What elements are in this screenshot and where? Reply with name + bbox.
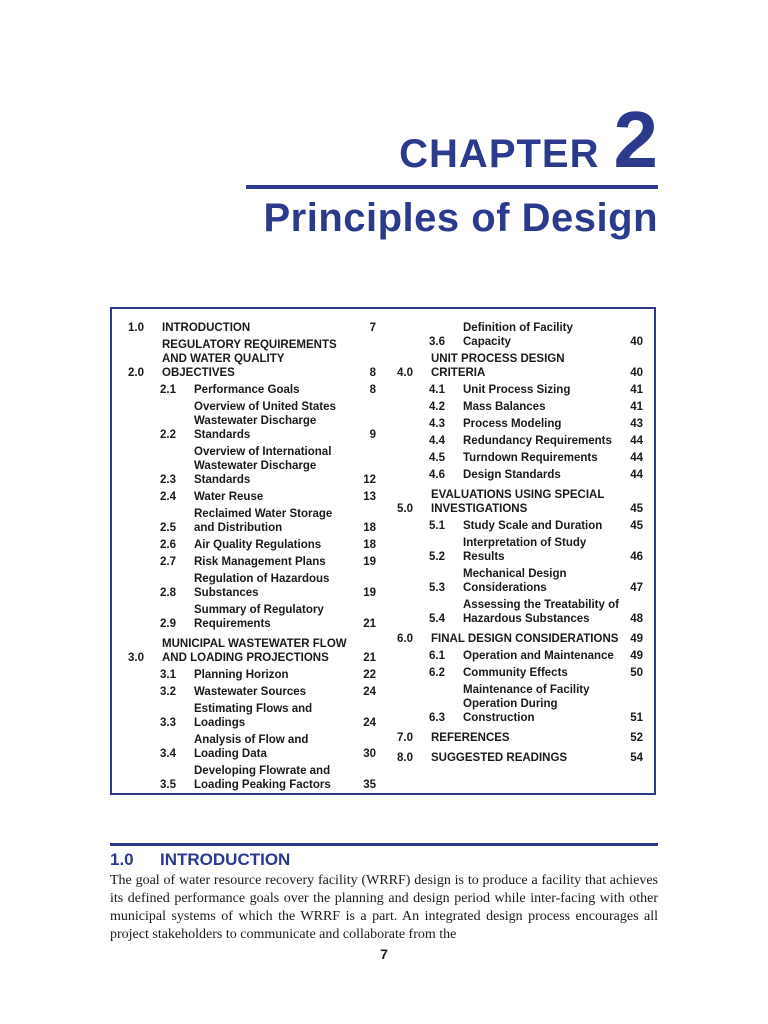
toc-entry-number: 2.6 xyxy=(160,539,176,551)
toc-entry-title: Community Effects xyxy=(463,667,568,679)
toc-entry-page: 54 xyxy=(630,752,643,764)
toc-entry-number: 2.0 xyxy=(128,367,144,379)
toc-entry-number: 7.0 xyxy=(397,732,413,744)
toc-entry-page: 7 xyxy=(369,322,376,334)
toc-entry-page: 49 xyxy=(630,633,643,645)
toc-entry xyxy=(397,598,643,626)
toc-entry xyxy=(397,632,643,646)
toc-entry xyxy=(397,352,643,380)
toc-entry-page: 19 xyxy=(363,556,376,568)
toc-entry-page: 19 xyxy=(363,587,376,599)
toc-entry-number: 3.6 xyxy=(429,336,445,348)
toc-entry-number: 4.0 xyxy=(397,367,413,379)
toc-entry-number: 3.2 xyxy=(160,686,176,698)
toc-entry-title: Air Quality Regulations xyxy=(194,539,322,551)
toc-entry-page: 41 xyxy=(630,384,643,396)
toc-entry-title: Assessing the Treatability of Hazardous Substances xyxy=(463,599,619,625)
toc-entry xyxy=(128,764,376,792)
toc-entry xyxy=(397,751,643,765)
toc-entry-page: 18 xyxy=(363,522,376,534)
toc-entry xyxy=(397,536,643,564)
toc-entry xyxy=(397,731,643,745)
chapter-heading xyxy=(399,95,658,184)
toc-entry-title: FINAL DESIGN CONSIDERATIONS xyxy=(431,633,619,645)
toc-entry xyxy=(397,519,643,533)
toc-entry-title: MUNICIPAL WASTEWATER FLOW AND LOADING PROJECTIONS xyxy=(162,638,347,664)
toc-entry-page: 45 xyxy=(630,503,643,515)
chapter-rule xyxy=(246,185,658,189)
toc-entry-number: 4.6 xyxy=(429,469,445,481)
toc-entry-title: Analysis of Flow and Loading Data xyxy=(194,734,309,760)
toc-entry-title: Maintenance of Facility Operation During Construction xyxy=(463,684,590,724)
toc-entry-title: Developing Flowrate and Loading Peaking Factors xyxy=(194,765,331,791)
toc-entry-title: Regulation of Hazardous Substances xyxy=(194,573,330,599)
toc-entry-page: 35 xyxy=(363,779,376,791)
toc-entry-title: Mass Balances xyxy=(463,401,546,413)
chapter-title: Principles of Design xyxy=(263,196,658,240)
toc-entry xyxy=(397,383,643,397)
toc-entry-title: Wastewater Sources xyxy=(194,686,307,698)
toc-entry-number: 3.1 xyxy=(160,669,176,681)
toc-entry-number: 4.5 xyxy=(429,452,445,464)
toc-entry-title: Redundancy Requirements xyxy=(463,435,612,447)
toc-entry-page: 47 xyxy=(630,582,643,594)
table-of-contents xyxy=(110,307,656,795)
toc-entry-page: 21 xyxy=(363,652,376,664)
toc-entry-title: UNIT PROCESS DESIGN CRITERIA xyxy=(431,353,565,379)
toc-entry-title: EVALUATIONS USING SPECIAL INVESTIGATIONS xyxy=(431,489,605,515)
toc-entry-number: 3.5 xyxy=(160,779,176,791)
toc-entry-title: Turndown Requirements xyxy=(463,452,598,464)
toc-entry-page: 51 xyxy=(630,712,643,724)
toc-entry xyxy=(128,702,376,730)
toc-entry xyxy=(128,321,376,335)
toc-entry xyxy=(397,683,643,725)
chapter-number: 2 xyxy=(613,95,658,184)
toc-entry-number: 2.9 xyxy=(160,618,176,630)
toc-entry-number: 3.0 xyxy=(128,652,144,664)
toc-entry-title: Water Reuse xyxy=(194,491,264,503)
toc-entry-title: REFERENCES xyxy=(431,732,510,744)
toc-entry xyxy=(128,338,376,380)
toc-entry-page: 45 xyxy=(630,520,643,532)
toc-entry-title: Overview of United States Wastewater Discharge Standards xyxy=(194,401,336,441)
toc-entry-title: Overview of International Wastewater Discharge Standards xyxy=(194,446,332,486)
toc-entry-number: 2.7 xyxy=(160,556,176,568)
toc-entry-title: Planning Horizon xyxy=(194,669,289,681)
toc-entry xyxy=(128,490,376,504)
toc-entry-number: 6.2 xyxy=(429,667,445,679)
toc-entry-page: 40 xyxy=(630,367,643,379)
toc-entry-page: 12 xyxy=(363,474,376,486)
toc-entry-page: 30 xyxy=(363,748,376,760)
toc-entry xyxy=(397,567,643,595)
section-number: 1.0 xyxy=(110,850,134,869)
toc-entry-title: Risk Management Plans xyxy=(194,556,326,568)
toc-entry-number: 3.4 xyxy=(160,748,176,760)
toc-entry-title: SUGGESTED READINGS xyxy=(431,752,568,764)
toc-entry-title: Summary of Regulatory Requirements xyxy=(194,604,324,630)
toc-entry-page: 18 xyxy=(363,539,376,551)
toc-entry-number: 2.3 xyxy=(160,474,176,486)
toc-entry-title: Estimating Flows and Loadings xyxy=(194,703,313,729)
toc-entry-number: 2.4 xyxy=(160,491,176,503)
toc-entry-title: Definition of Facility Capacity xyxy=(463,322,573,348)
toc-entry-number: 4.1 xyxy=(429,384,445,396)
section-title: INTRODUCTION xyxy=(160,850,291,869)
section-heading xyxy=(110,850,290,870)
toc-entry-title: Interpretation of Study Results xyxy=(463,537,587,563)
toc-entry-title: REGULATORY REQUIREMENTS AND WATER QUALITY OBJECTIVES xyxy=(162,339,337,379)
toc-entry xyxy=(397,451,643,465)
toc-entry xyxy=(128,383,376,397)
toc-entry-page: 52 xyxy=(630,732,643,744)
toc-entry xyxy=(397,434,643,448)
toc-entry-number: 6.3 xyxy=(429,712,445,724)
toc-entry-page: 24 xyxy=(363,717,376,729)
section-body-text: The goal of water resource recovery facility (WRRF) design is to produce a facility that achieves its defined performance goals over the planning and design period while inter-facing with other municipal systems of which the WRRF is a part. An integrated design process encourages all project stakeholders to communicate and collaborate from the xyxy=(110,873,658,942)
toc-entry-title: Process Modeling xyxy=(463,418,562,430)
toc-entry-number: 1.0 xyxy=(128,322,144,334)
toc-entry-title: Study Scale and Duration xyxy=(463,520,603,532)
toc-entry xyxy=(128,668,376,682)
toc-entry xyxy=(128,572,376,600)
toc-entry-number: 4.4 xyxy=(429,435,445,447)
toc-entry-page: 48 xyxy=(630,613,643,625)
toc-entry-number: 6.1 xyxy=(429,650,445,662)
toc-entry-page: 24 xyxy=(363,686,376,698)
toc-entry-number: 4.3 xyxy=(429,418,445,430)
toc-entry-page: 8 xyxy=(369,384,376,396)
toc-entry-number: 2.8 xyxy=(160,587,176,599)
toc-entry-page: 40 xyxy=(630,336,643,348)
toc-entry-page: 41 xyxy=(630,401,643,413)
toc-entry xyxy=(128,445,376,487)
page-number: 7 xyxy=(380,946,388,962)
section-rule xyxy=(110,843,658,846)
toc-entry-title: Design Standards xyxy=(463,469,561,481)
toc-entry xyxy=(397,468,643,482)
toc-entry xyxy=(128,637,376,665)
toc-entry-number: 2.5 xyxy=(160,522,176,534)
toc-entry-page: 46 xyxy=(630,551,643,563)
toc-entry xyxy=(128,555,376,569)
toc-entry xyxy=(128,685,376,699)
toc-entry xyxy=(397,488,643,516)
toc-entry-number: 2.1 xyxy=(160,384,176,396)
chapter-label: CHAPTER xyxy=(399,132,600,176)
toc-entry-number: 5.2 xyxy=(429,551,445,563)
toc-column-right xyxy=(397,321,643,765)
toc-entry-page: 49 xyxy=(630,650,643,662)
toc-entry-page: 13 xyxy=(363,491,376,503)
toc-entry-number: 8.0 xyxy=(397,752,413,764)
toc-entry xyxy=(397,649,643,663)
toc-entry-number: 2.2 xyxy=(160,429,176,441)
toc-entry-page: 44 xyxy=(630,435,643,447)
toc-entry-title: Mechanical Design Considerations xyxy=(463,568,567,594)
toc-entry-title: Reclaimed Water Storage and Distribution xyxy=(194,508,333,534)
toc-entry-number: 3.3 xyxy=(160,717,176,729)
toc-entry-page: 22 xyxy=(363,669,376,681)
toc-entry-number: 5.0 xyxy=(397,503,413,515)
toc-entry-page: 9 xyxy=(369,429,376,441)
toc-entry-number: 4.2 xyxy=(429,401,445,413)
toc-entry xyxy=(128,733,376,761)
toc-entry-page: 50 xyxy=(630,667,643,679)
toc-entry-title: Unit Process Sizing xyxy=(463,384,571,396)
toc-entry xyxy=(397,666,643,680)
toc-entry-title: INTRODUCTION xyxy=(162,322,251,334)
toc-entry xyxy=(128,538,376,552)
toc-entry-page: 8 xyxy=(369,367,376,379)
toc-entry xyxy=(397,417,643,431)
toc-entry xyxy=(397,400,643,414)
toc-entry-page: 43 xyxy=(630,418,643,430)
toc-entry-page: 44 xyxy=(630,469,643,481)
toc-entry-number: 5.1 xyxy=(429,520,445,532)
toc-entry xyxy=(128,507,376,535)
toc-entry xyxy=(128,603,376,631)
toc-entry-number: 5.4 xyxy=(429,613,445,625)
toc-entry xyxy=(397,321,643,349)
toc-entry-page: 44 xyxy=(630,452,643,464)
toc-entry xyxy=(128,400,376,442)
toc-entry-number: 5.3 xyxy=(429,582,445,594)
toc-column-left xyxy=(128,321,376,792)
toc-entry-title: Operation and Maintenance xyxy=(463,650,614,662)
toc-entry-title: Performance Goals xyxy=(194,384,300,396)
toc-entry-page: 21 xyxy=(363,618,376,630)
toc-entry-number: 6.0 xyxy=(397,633,413,645)
